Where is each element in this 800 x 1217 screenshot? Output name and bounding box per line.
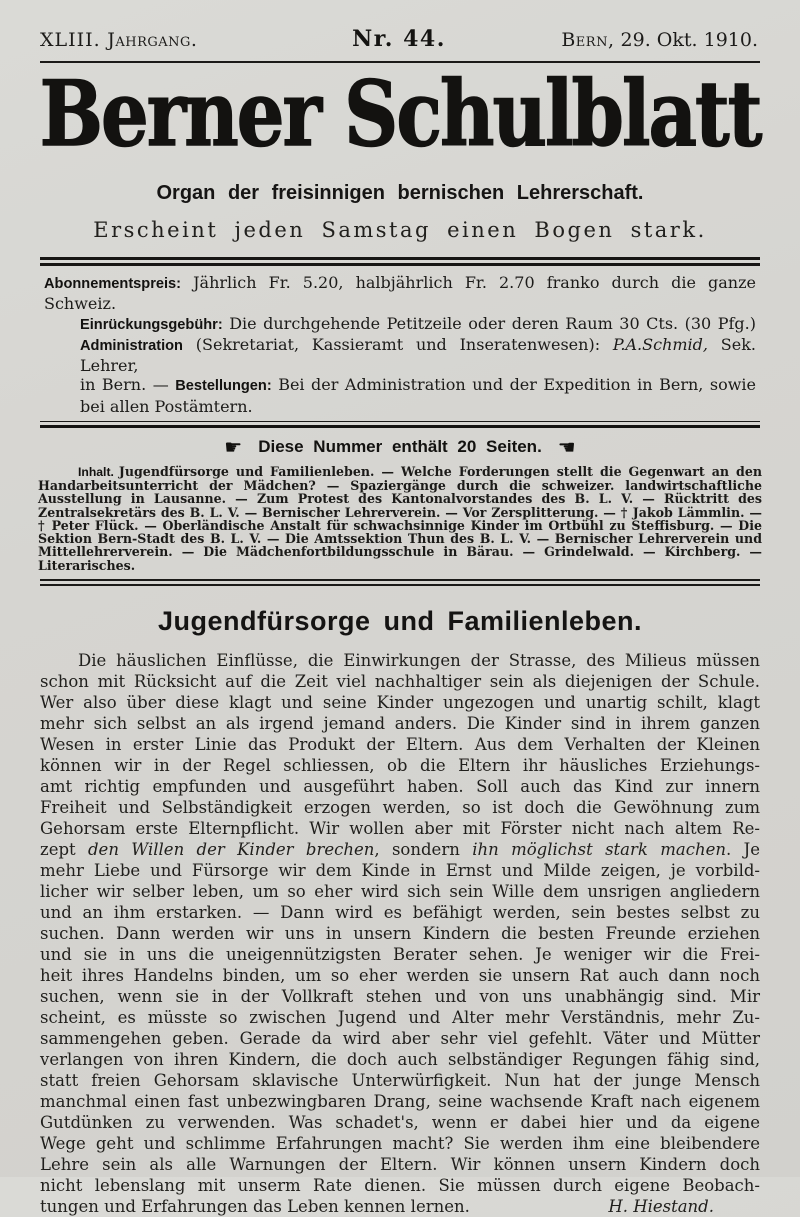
- volume-word: Jahrgang.: [100, 29, 198, 51]
- article-line: mehr Liebe und Fürsorge wir dem Kinde in Ernst und Milde zeigen, je vorbild-: [40, 860, 760, 880]
- article-line: scheint, es müsste so zwischen Jugend und Alter mehr Verständnis, mehr Zu-: [40, 1007, 760, 1027]
- article-line: Gehorsam erste Elternpflicht. Wir wollen aber mit Förster nicht nach altem Re-: [40, 818, 760, 838]
- imprint-bold-label: Bestellungen:: [175, 378, 272, 395]
- masthead: [0, 61, 800, 173]
- article-line: [40, 1196, 760, 1217]
- article-line: schon mit Rücksicht auf die Zeit viel nachhaltiger sein als diejenigen der Schule.: [40, 671, 760, 691]
- article-line: Wer also über diese klagt und seine Kinder ungezogen und unartig schilt, klagt: [40, 692, 760, 712]
- imprint-line: Einrückungsgebühr: Die durchgehende Petitzeile oder deren Raum 30 Cts. (30 Pfg.): [80, 313, 756, 333]
- paper-subtitle: Organ der freisinnigen bernischen Lehrerschaft.: [156, 182, 644, 204]
- article-line-text: tungen und Erfahrungen das Leben kennen lernen.: [40, 1196, 470, 1216]
- emphasized-text: ihn möglichst stark machen: [472, 839, 726, 859]
- article-line: Wege geht und schlimme Erfahrungen macht? Sie werden ihm eine bleibendere: [40, 1133, 760, 1153]
- imprint-block: [44, 273, 756, 416]
- imprint-line: Abonnementspreis: Jährlich Fr. 5.20, halbjährlich Fr. 2.70 franko durch die ganze Schweiz.: [44, 273, 756, 314]
- article-line: sammengehen geben. Gerade da wird aber sehr viel gefehlt. Väter und Mütter: [40, 1028, 760, 1048]
- article-line: Wesen in erster Linie das Produkt der Eltern. Aus dem Verhalten der Kleinen: [40, 734, 760, 754]
- article-line: suchen, wenn sie in der Vollkraft stehen und von uns unabhängig sind. Mir: [40, 986, 760, 1006]
- imprint-top-rule: [40, 257, 760, 266]
- imprint-line: Administration (Sekretariat, Kassieramt und Inseratenwesen): P.A.Schmid, Sek. Lehrer,: [80, 334, 756, 376]
- volume-label: [40, 29, 290, 51]
- emphasized-text: P.A.Schmid,: [612, 334, 708, 354]
- issue-header: [0, 0, 800, 52]
- article-line: statt freien Gehorsam sklavische Unterwürfigkeit. Nun hat der junge Mensch: [40, 1070, 760, 1090]
- dateline: [508, 29, 758, 51]
- article-line: mehr sich selbst an als irgend jemand anders. Die Kinder sind in ihrem ganzen: [40, 713, 760, 733]
- article-line: und an ihm erstarken. — Dann wird es befähigt werden, sein bestes selbst zu: [40, 902, 760, 922]
- imprint-line: bei allen Postämtern.: [80, 396, 253, 416]
- imprint-bold-label: Abonnementspreis:: [44, 276, 182, 292]
- article-line: Gutdünken zu verwenden. Was schadet's, wenn er dabei hier und da eigene: [40, 1112, 760, 1132]
- article-line: verlangen von ihren Kindern, die doch auch selbständiger Regungen fähig sind,: [40, 1049, 760, 1069]
- article-line: Freiheit und Selbständigkeit erzogen werden, so ist doch die Gewöhnung zum: [40, 797, 760, 817]
- article-line: nicht lebenslang mit unserm Rate dienen. Sie müssen durch eigene Beobach-: [40, 1175, 760, 1195]
- paper-title: Berner Schulblatt: [39, 61, 761, 167]
- toc-bottom-rule: [40, 579, 760, 586]
- imprint-bold-label: Administration: [80, 337, 183, 354]
- article-line: Die häuslichen Einflüsse, die Einwirkungen der Strasse, des Milieus müssen: [78, 650, 760, 670]
- article-line: zept den Willen der Kinder brechen, sondern ihn möglichst stark machen. Je: [40, 839, 760, 859]
- toc-label: Inhalt.: [78, 465, 114, 480]
- imprint-line: in Bern. — Bestellungen: Bei der Administration und der Expedition in Bern, sowie: [80, 375, 756, 395]
- article-line: und sie in uns die uneigennützigsten Berater sehen. Je weniger wir die Frei-: [40, 944, 760, 964]
- article-line: manchmal einen fast unbezwingbaren Drang, seine wachsende Kraft nach eigenem: [40, 1091, 760, 1111]
- pages-notice: [0, 435, 800, 459]
- toc-text: Jugendfürsorge und Familienleben. — Welche Forderungen stellt die Gegenwart an den Handarbeitsunterricht der Mädchen? — Spaziergänge durch die schweizer. landwirtschaftliche Ausstellung in Lausanne. — Zum Protest des Kantonalvorstandes des B. L. V. — Rücktritt des Zentralsekretärs des B. L. V. — Bernischer Lehrerverein. — Vor Zersplitterung. — † Jakob Lämmlin. — † Peter Flück. — Oberländische Anstalt für schwachsinnige Kinder im Ortbühl zu Steffisburg. — Die Sektion Bern-Stadt des B. L. V. — Die Amtssektion Thun des B. L. V. — Bernischer Lehrerverein und Mittellehrerverein. — Die Mädchenfortbildungsschule in Bärau. — Grindelwald. — Kirchberg. — Literarisches.: [38, 464, 762, 573]
- article-line: amt richtig empfunden und ausgeführt haben. Soll auch das Kind zur innern: [40, 776, 760, 796]
- table-of-contents: [38, 465, 762, 572]
- dateline-date: 29. Okt. 1910.: [614, 29, 758, 51]
- article-line: können wir in der Regel schliessen, ob die Eltern ihr häusliches Erziehungs-: [40, 755, 760, 775]
- publication-frequency: Erscheint jeden Samstag einen Bogen stark.: [93, 218, 707, 242]
- manicule-left-icon: ☚: [557, 435, 576, 460]
- issue-number: Nr. 44.: [352, 26, 446, 52]
- dateline-place: Bern,: [561, 29, 615, 51]
- manicule-right-icon: ☛: [224, 435, 243, 460]
- pages-notice-text: Diese Nummer enthält 20 Seiten.: [258, 437, 542, 457]
- imprint-bold-label: Einrückungsgebühr:: [80, 316, 223, 333]
- article-line: licher wir selber leben, um so eher wird sich sein Wille dem unsrigen angliedern: [40, 881, 760, 901]
- emphasized-text: den Willen der Kinder brechen: [88, 839, 375, 859]
- article-body: [40, 650, 760, 1217]
- imprint-bottom-rule: [40, 421, 760, 428]
- volume-number: XLIII.: [40, 29, 101, 51]
- article-line: suchen. Dann werden wir uns in unsern Kindern die besten Freunde erziehen: [40, 923, 760, 943]
- article-signature: H. Hiestand.: [608, 1196, 714, 1216]
- article-headline: Jugendfürsorge und Familienleben.: [157, 605, 643, 636]
- article-line: heit ihres Handelns binden, um so eher werden sie unsern Rat auch dann noch: [40, 965, 760, 985]
- article-line: Lehre sein als alle Warnungen der Eltern. Wir können unsern Kindern doch: [40, 1154, 760, 1174]
